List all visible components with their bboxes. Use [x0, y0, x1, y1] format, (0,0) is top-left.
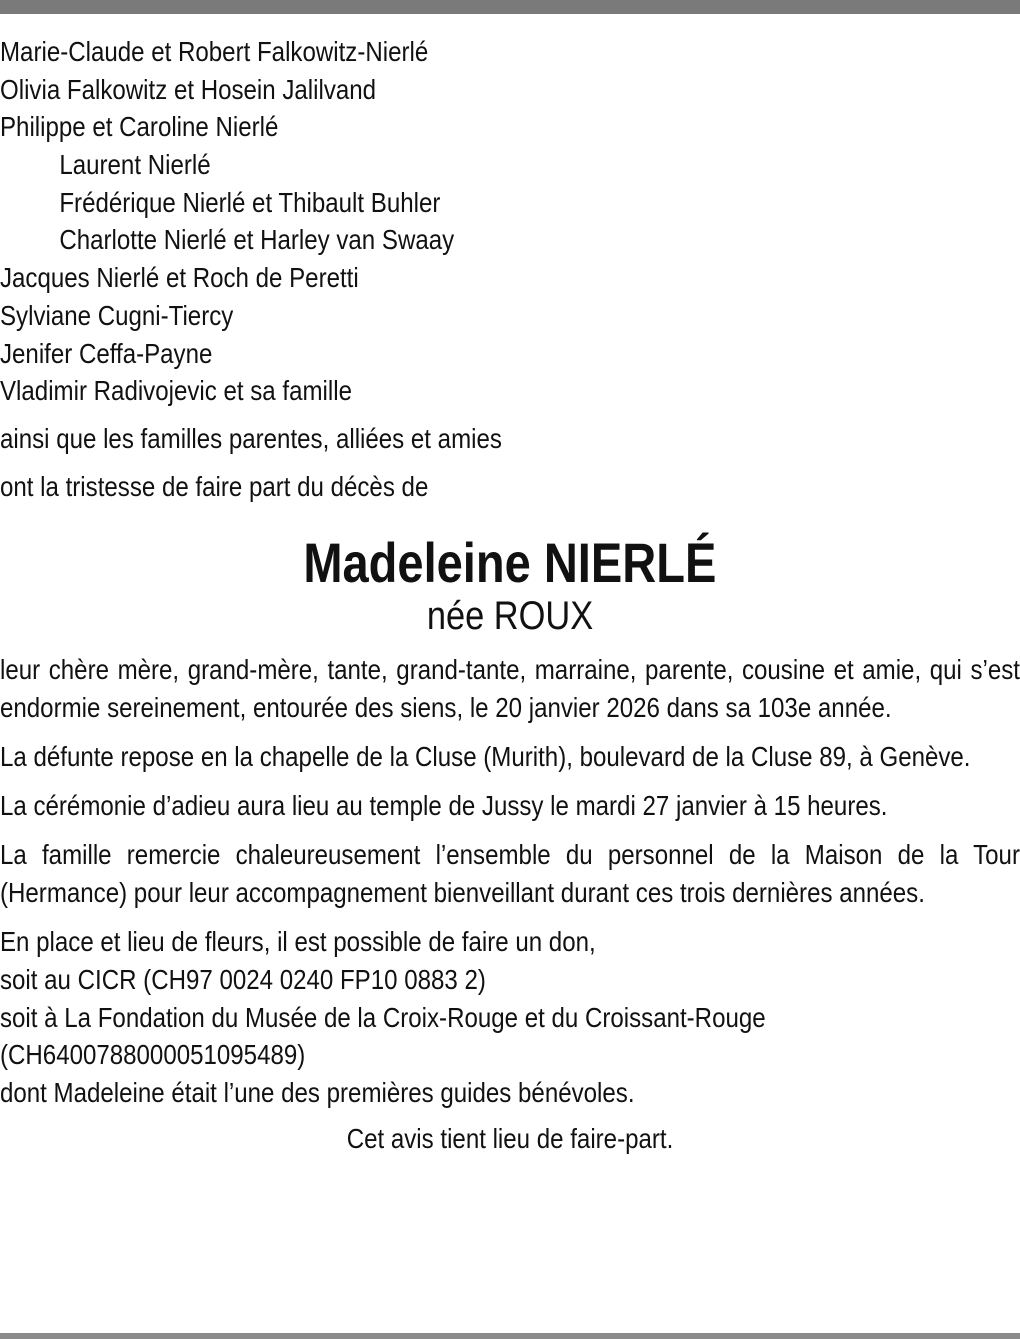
relatives-line: ainsi que les familles parentes, alliées et amies: [0, 422, 502, 454]
description-paragraph: leur chère mère, grand-mère, tante, grand-tante, marraine, parente, cousine et amie, qui s’est endormie sereinement, entourée des siens, le 20 janvier 2026 dans sa 103e année.: [0, 654, 1020, 724]
deceased-block: [0, 533, 1020, 639]
donation-line: dont Madeleine était l’une des premières guides bénévoles.: [0, 1077, 635, 1108]
family-member-line: Laurent Nierlé: [59, 149, 211, 181]
top-rule: [0, 0, 1020, 14]
maiden-name: née ROUX: [426, 594, 594, 639]
bottom-rule: [0, 1333, 1020, 1339]
family-member-line: Jenifer Ceffa-Payne: [0, 337, 213, 369]
donation-line: soit à La Fondation du Musée de la Croix-Rouge et du Croissant-Rouge: [0, 1001, 766, 1033]
family-member-line: Sylviane Cugni-Tiercy: [0, 299, 234, 331]
deceased-name: Madeleine NIERLÉ: [303, 531, 717, 595]
family-member-line: Jacques Nierlé et Roch de Peretti: [0, 262, 359, 294]
obituary-notice: [0, 33, 1020, 1158]
family-member-line: Vladimir Radivojevic et sa famille: [0, 375, 352, 407]
closing-line: Cet avis tient lieu de faire-part.: [346, 1122, 674, 1154]
donation-line: (CH6400788000051095489): [0, 1039, 306, 1071]
ceremony-paragraph: La cérémonie d’adieu aura lieu au temple de Jussy le mardi 27 janvier à 15 heures.: [0, 790, 888, 822]
family-member-line: Charlotte Nierlé et Harley van Swaay: [59, 224, 455, 256]
announcement-line: ont la tristesse de faire part du décès de: [0, 470, 429, 502]
family-member-line: Philippe et Caroline Nierlé: [0, 111, 279, 143]
donation-line: soit au CICR (CH97 0024 0240 FP10 0883 2): [0, 963, 486, 995]
family-member-line: Olivia Falkowitz et Hosein Jalilvand: [0, 73, 377, 105]
family-member-line: Marie-Claude et Robert Falkowitz-Nierlé: [0, 36, 429, 67]
family-member-line: Frédérique Nierlé et Thibault Buhler: [59, 186, 441, 218]
donation-line: En place et lieu de fleurs, il est possible de faire un don,: [0, 926, 596, 958]
thanks-paragraph: La famille remercie chaleureusement l’ensemble du personnel de la Maison de la Tour (Hermance) pour leur accompagnement bienveillant durant ces trois dernières années.: [0, 839, 1020, 909]
family-list: [0, 33, 1020, 410]
donation-block: [0, 923, 1020, 1111]
rest-place-paragraph: La défunte repose en la chapelle de la Cluse (Murith), boulevard de la Cluse 89, à Genève.: [0, 741, 971, 773]
